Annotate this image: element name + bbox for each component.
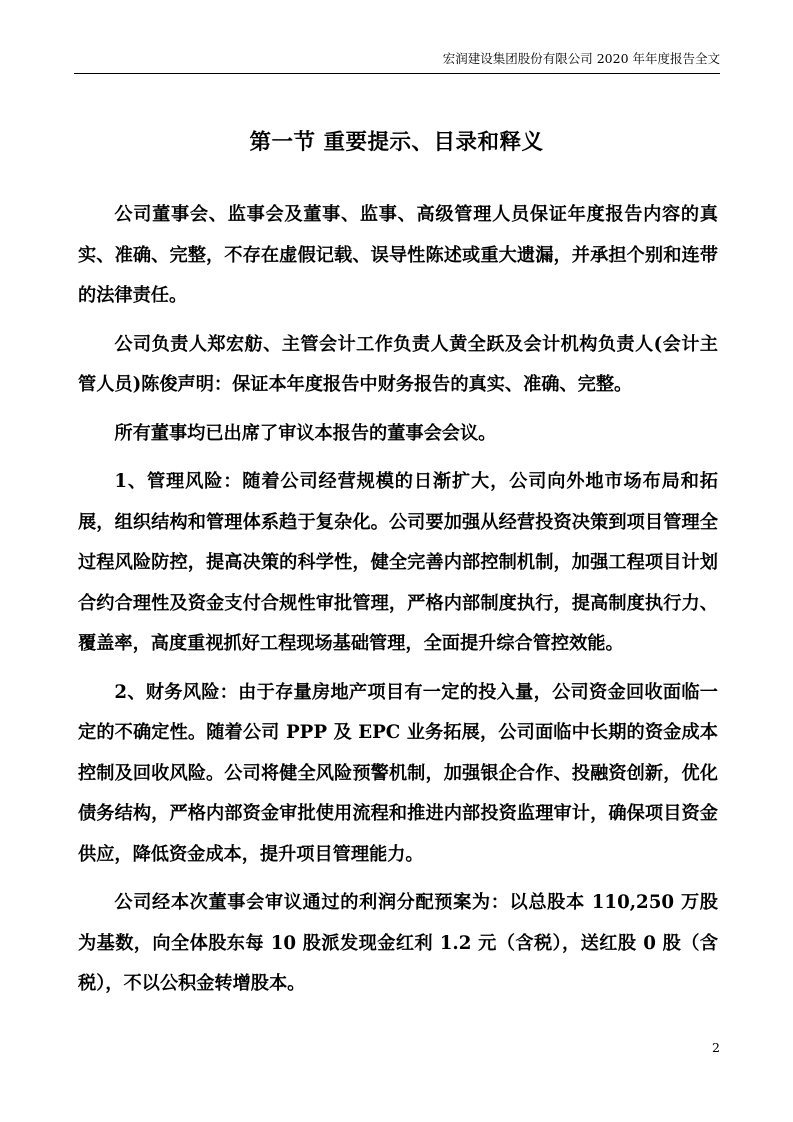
section-title: 第一节 重要提示、目录和释义 (249, 130, 544, 155)
page-number: 2 (712, 1040, 720, 1055)
document-body (78, 195, 718, 1013)
paragraph-financial-risk: 2、财务风险：由于存量房地产项目有一定的投入量，公司资金回收面临一定的不确定性。随着公司 PPP 及 EPC 业务拓展，公司面临中长期的资金成本控制及回收风险。公司将健全风险预警机制，加强银企合作、投融资创新，优化债务结构，严格内部资金审批使用流程和推进内部投资监理审计，确保项目资金供应，降低资金成本，提升项目管理能力。 (78, 681, 718, 865)
paragraph-financial-report-declaration: 公司负责人郑宏舫、主管会计工作负责人黄全跃及会计机构负责人(会计主管人员)陈俊声明：保证本年度报告中财务报告的真实、准确、完整。 (78, 333, 718, 395)
paragraph-management-risk: 1、管理风险：随着公司经营规模的日渐扩大，公司向外地市场布局和拓展，组织结构和管理体系趋于复杂化。公司要加强从经营投资决策到项目管理全过程风险防控，提高决策的科学性，健全完善内部控制机制，加强工程项目计划合约合理性及资金支付合规性审批管理，严格内部制度执行，提高制度执行力、覆盖率，高度重视抓好工程现场基础管理，全面提升综合管控效能。 (78, 471, 718, 654)
paragraph-profit-distribution: 公司经本次董事会审议通过的利润分配预案为：以总股本 110,250 万股为基数，向全体股东每 10 股派发现金红利 1.2 元（含税），送红股 0 股（含税），不以公积金转增股本。 (78, 892, 718, 994)
paragraph-responsibility-statement: 公司董事会、监事会及董事、监事、高级管理人员保证年度报告内容的真实、准确、完整，不存在虚假记载、误导性陈述或重大遗漏，并承担个别和连带的法律责任。 (78, 204, 718, 306)
page-header: 宏润建设集团股份有限公司 2020 年年度报告全文 (74, 50, 720, 74)
paragraph-directors-attendance: 所有董事均已出席了审议本报告的董事会会议。 (114, 422, 497, 444)
